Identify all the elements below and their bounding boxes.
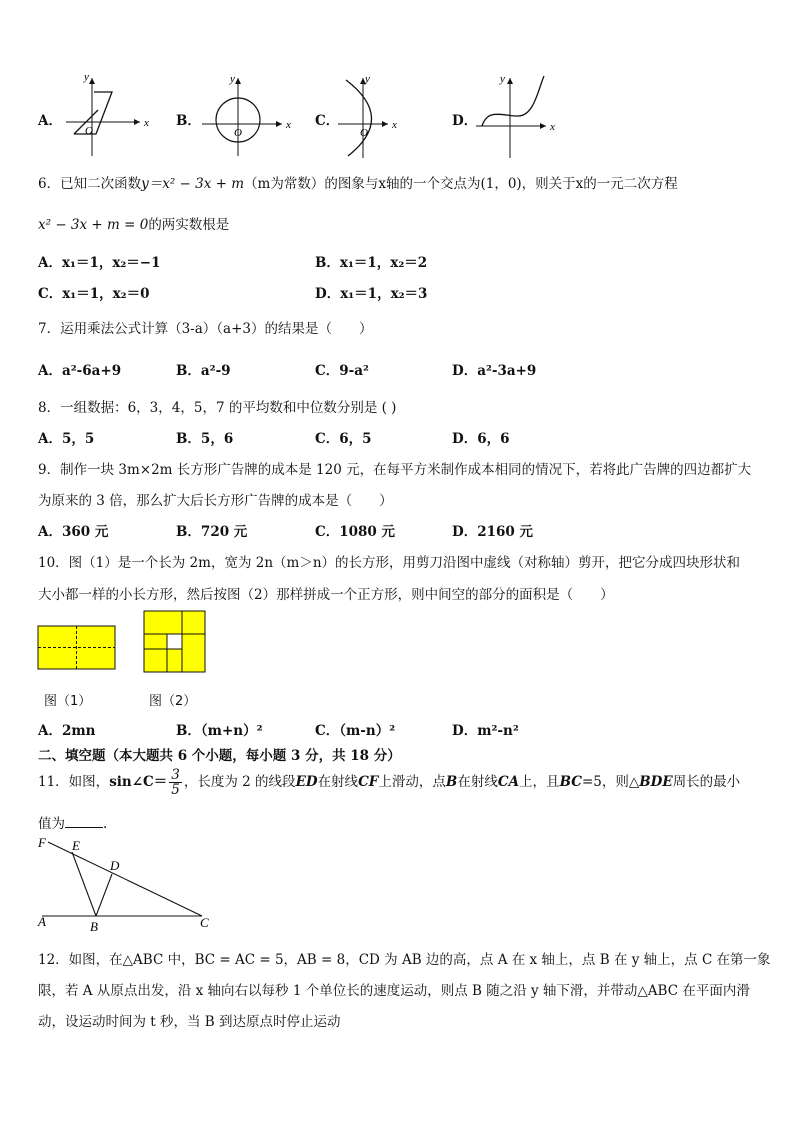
q11-answer-blank[interactable] [65,815,103,828]
q6-option-b[interactable]: B．x₁＝1，x₂＝2 [315,255,428,271]
q6-text-a: 已知二次函数 [60,176,142,192]
q5-option-b-label[interactable]: B． [176,113,201,129]
q11-point-a: A [38,914,46,929]
q5-d-y-label: y [500,73,505,85]
q5-a-x-label: x [144,117,149,129]
q5-graph-c [336,70,400,162]
q11-point-b: B [90,919,98,934]
q11-stem-line2: 值为 . [38,816,108,832]
q5-graph-d [474,72,560,160]
q5-graph-a [60,70,148,162]
q5-b-origin: O [234,127,242,139]
q10-stem-line2: 大小都一样的小长方形，然后按图（2）那样拼成一个正方形，则中间空的部分的面积是（ ） [38,587,614,603]
q12-stem-line1: 12．如图，在△ABC 中，BC = AC = 5，AB = 8，CD 为 AB 边的高，点 A 在 x 轴上，点 B 在 y 轴上，点 C 在第一象 [38,952,771,968]
q5-c-x-label: x [392,119,397,131]
q12-stem-line3: 动，设运动时间为 t 秒，当 B 到达原点时停止运动 [38,1014,341,1030]
q5-a-y-label: y [84,71,89,83]
q11-stem-line1: 11．如图，sin∠C＝ $\frac{3}{5}$ ，长度为 2 的线段ED在射线CF上滑动，点B在射线CA上，且BC=5，则△BDE周长的最小 [38,767,741,798]
q8-option-c[interactable]: C．6，5 [315,431,372,447]
q10-fig2-caption: 图（2） [149,694,197,709]
q5-option-d-label[interactable]: D． [452,113,478,129]
q9-option-c[interactable]: C．1080 元 [315,524,396,540]
q6-stem-line2 [38,213,229,233]
q7-stem: 7．运用乘法公式计算（3-a）（a+3）的结果是（ ） [38,321,373,337]
q10-option-c[interactable]: C．（m-n）² [315,723,396,739]
q9-option-a[interactable]: A．360 元 [38,524,109,540]
q6-text-b: （m为常数）的图象与x轴的一个交点为(1，0)，则关于x的一元二次方程 [244,176,678,192]
q5-c-origin: O [360,127,368,139]
q5-a-origin: O [85,125,93,137]
q10-fig1-caption: 图（1） [44,694,92,709]
q6-function: y＝x² − 3x + m [141,176,245,192]
q5-c-y-label: y [365,73,370,85]
q6-stem-line1 [38,172,678,192]
q11-point-f: F [38,835,46,850]
q6-text-c: 的两实数根是 [148,217,230,233]
q6-option-c[interactable]: C．x₁＝1，x₂＝0 [38,286,150,302]
q11-point-e: E [72,838,80,853]
q11-point-c: C [200,915,209,930]
q10-figure-1 [37,625,117,671]
q11-fraction: $\frac{3}{5}$ [171,767,180,798]
q10-option-d[interactable]: D．m²-n² [452,723,519,739]
q10-fig2-hole [167,634,182,649]
q5-graph-b [198,72,294,158]
q9-stem-line2: 为原来的 3 倍，那么扩大后长方形广告牌的成本是（ ） [38,493,393,509]
q10-option-a[interactable]: A．2mn [38,723,96,739]
q5-d-x-label: x [550,121,555,133]
q9-option-b[interactable]: B．720 元 [176,524,248,540]
q11-diagram [34,834,218,934]
q8-option-d[interactable]: D．6，6 [452,431,510,447]
q9-option-d[interactable]: D．2160 元 [452,524,533,540]
q10-figure-2 [143,610,207,674]
q10-stem-line1: 10．图（1）是一个长为 2m，宽为 2n（m＞n）的长方形，用剪刀沿图中虚线（对称轴）剪开，把它分成四块形状和 [38,555,741,571]
q10-option-b[interactable]: B．（m+n）² [176,723,263,739]
q7-option-d[interactable]: D．a²-3a+9 [452,363,537,379]
q9-stem-line1: 9．制作一块 3m×2m 长方形广告牌的成本是 120 元，在每平方米制作成本相同的情况下，若将此广告牌的四边都扩大 [38,462,752,478]
section-heading-fill-in: 二、填空题（本大题共 6 个小题，每小题 3 分，共 18 分） [38,748,401,764]
q8-stem: 8．一组数据：6，3，4，5，7 的平均数和中位数分别是 ( ) [38,400,397,416]
q7-option-c[interactable]: C．9-a² [315,363,369,379]
q7-option-b[interactable]: B．a²-9 [176,363,231,379]
q11-point-d: D [110,858,120,873]
q5-b-x-label: x [286,119,291,131]
q6-number: 6． [38,176,61,192]
q6-option-a[interactable]: A．x₁＝1，x₂＝−1 [38,255,161,271]
q8-option-b[interactable]: B．5，6 [176,431,234,447]
q12-stem-line2: 限，若 A 从原点出发，沿 x 轴向右以每秒 1 个单位长的速度运动，则点 B 随之沿 y 轴下滑，并带动△ABC 在平面内滑 [38,983,750,999]
q6-equation: x² − 3x + m = 0 [38,217,149,233]
q6-option-d[interactable]: D．x₁＝1，x₂＝3 [315,286,428,302]
q5-option-c-label[interactable]: C． [315,113,340,129]
q5-b-y-label: y [230,73,235,85]
q7-option-a[interactable]: A．a²-6a+9 [38,363,122,379]
q8-option-a[interactable]: A．5，5 [38,431,95,447]
q5-option-a-label[interactable]: A． [38,113,62,129]
